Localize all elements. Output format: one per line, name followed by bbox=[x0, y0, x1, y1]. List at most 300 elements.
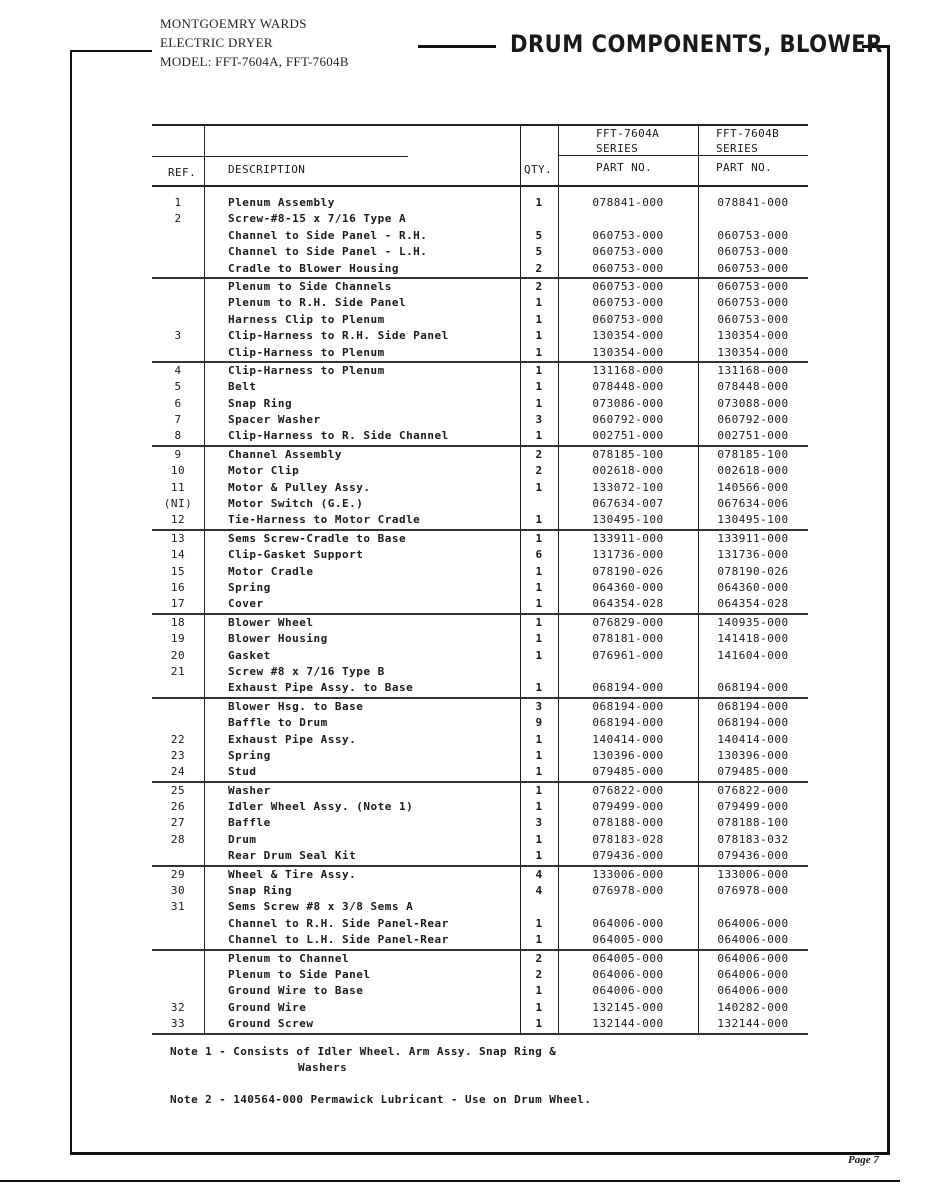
part-no-b-cell: 133911-000 bbox=[717, 531, 789, 545]
document-header bbox=[160, 14, 349, 71]
part-no-b-cell: 140935-000 bbox=[717, 615, 789, 629]
table-row bbox=[152, 244, 808, 260]
table-row bbox=[152, 211, 808, 227]
ref-cell: 14 bbox=[170, 548, 186, 562]
frame-left bbox=[70, 50, 72, 1154]
part-no-a-cell: 064006-000 bbox=[592, 916, 664, 930]
part-no-b-cell: 130495-100 bbox=[717, 513, 789, 527]
description-cell: Channel Assembly bbox=[228, 447, 342, 461]
table-row bbox=[152, 883, 808, 899]
part-no-b-cell: 060753-000 bbox=[717, 245, 789, 259]
part-no-a-cell: 131736-000 bbox=[592, 548, 664, 562]
frame-bottom bbox=[70, 1152, 890, 1155]
part-no-b-cell: 064006-000 bbox=[717, 967, 789, 981]
qty-cell: 1 bbox=[535, 396, 543, 410]
table-row bbox=[152, 463, 808, 479]
header-part-no-a: PART NO. bbox=[596, 161, 653, 174]
part-no-b-cell: 078448-000 bbox=[717, 380, 789, 394]
table-row bbox=[152, 564, 808, 580]
description-cell: Belt bbox=[228, 380, 257, 394]
part-no-a-cell: 002618-000 bbox=[592, 464, 664, 478]
part-no-a-cell: 130354-000 bbox=[592, 329, 664, 343]
table-row bbox=[152, 1016, 808, 1032]
part-no-a-cell: 140414-000 bbox=[592, 732, 664, 746]
qty-cell: 1 bbox=[535, 632, 543, 646]
description-cell: Ground Wire bbox=[228, 1000, 307, 1014]
part-no-a-cell: 064005-000 bbox=[592, 951, 664, 965]
note-1-continued: Washers bbox=[298, 1061, 348, 1074]
table-row bbox=[152, 596, 808, 612]
part-no-a-cell: 079436-000 bbox=[592, 849, 664, 863]
part-no-a-cell: 064354-028 bbox=[592, 597, 664, 611]
qty-cell: 1 bbox=[535, 531, 543, 545]
table-row bbox=[152, 261, 808, 277]
description-cell: Motor Cradle bbox=[228, 564, 314, 578]
description-cell: Gasket bbox=[228, 648, 271, 662]
qty-cell: 1 bbox=[535, 480, 543, 494]
part-no-a-cell: 133911-000 bbox=[592, 531, 664, 545]
table-row bbox=[152, 580, 808, 596]
qty-cell: 1 bbox=[535, 783, 543, 797]
table-row bbox=[152, 983, 808, 999]
ref-cell: 31 bbox=[170, 900, 186, 914]
description-cell: Plenum to Side Panel bbox=[228, 967, 371, 981]
qty-cell: 4 bbox=[535, 884, 543, 898]
qty-cell: 3 bbox=[535, 816, 543, 830]
ref-cell: 12 bbox=[170, 513, 186, 527]
ref-cell: 1 bbox=[174, 196, 182, 209]
description-cell: Clip-Gasket Support bbox=[228, 548, 364, 562]
ref-cell: 17 bbox=[170, 597, 186, 611]
table-row bbox=[152, 648, 808, 664]
ref-cell: 28 bbox=[170, 832, 186, 846]
part-no-b-cell: 140282-000 bbox=[717, 1000, 789, 1014]
description-cell: Plenum to R.H. Side Panel bbox=[228, 296, 407, 310]
qty-cell: 1 bbox=[535, 615, 543, 629]
title-dash-left bbox=[418, 45, 496, 48]
part-no-a-cell: 079499-000 bbox=[592, 800, 664, 814]
table-row bbox=[152, 899, 808, 915]
part-no-a-cell: 068194-000 bbox=[592, 681, 664, 695]
description-cell: Spring bbox=[228, 580, 271, 594]
description-cell: Snap Ring bbox=[228, 396, 293, 410]
part-no-a-cell: 060753-000 bbox=[592, 228, 664, 242]
qty-cell: 1 bbox=[535, 580, 543, 594]
ref-cell: 16 bbox=[170, 580, 186, 594]
part-no-a-cell: 131168-000 bbox=[592, 363, 664, 377]
table-row bbox=[152, 345, 808, 361]
part-no-b-cell: 079436-000 bbox=[717, 849, 789, 863]
ref-cell: 15 bbox=[170, 564, 186, 578]
qty-cell: 1 bbox=[535, 748, 543, 762]
part-no-a-cell: 078190-026 bbox=[592, 564, 664, 578]
qty-cell: 4 bbox=[535, 867, 543, 881]
header-series-b-label: SERIES bbox=[716, 142, 759, 155]
column-divider bbox=[204, 187, 205, 1035]
description-cell: Exhaust Pipe Assy. bbox=[228, 732, 357, 746]
table-row bbox=[152, 312, 808, 328]
ref-cell: 23 bbox=[170, 748, 186, 762]
ref-cell: 9 bbox=[174, 447, 182, 461]
ref-cell: 29 bbox=[170, 867, 186, 881]
frame-top-left bbox=[70, 50, 152, 52]
part-no-a-cell: 132145-000 bbox=[592, 1000, 664, 1014]
ref-cell: 30 bbox=[170, 884, 186, 898]
part-no-a-cell: 078448-000 bbox=[592, 380, 664, 394]
row-group bbox=[152, 951, 808, 1035]
qty-cell: 3 bbox=[535, 699, 543, 713]
part-no-a-cell: 078185-100 bbox=[592, 447, 664, 461]
table-row bbox=[152, 512, 808, 528]
part-no-b-cell: 130354-000 bbox=[717, 345, 789, 359]
notes bbox=[170, 1044, 591, 1108]
qty-cell: 1 bbox=[535, 849, 543, 863]
part-no-b-cell: 064354-028 bbox=[717, 597, 789, 611]
description-cell: Ground Wire to Base bbox=[228, 984, 364, 998]
part-no-b-cell: 078183-032 bbox=[717, 832, 789, 846]
table-row bbox=[152, 867, 808, 883]
part-no-a-cell: 078181-000 bbox=[592, 632, 664, 646]
description-cell: Baffle to Drum bbox=[228, 716, 328, 730]
part-no-b-cell: 131168-000 bbox=[717, 363, 789, 377]
ref-cell: 24 bbox=[170, 765, 186, 779]
part-no-b-cell: 141418-000 bbox=[717, 632, 789, 646]
part-no-b-cell: 060753-000 bbox=[717, 279, 789, 293]
ref-cell: 19 bbox=[170, 632, 186, 646]
part-no-b-cell: 131736-000 bbox=[717, 548, 789, 562]
part-no-a-cell: 076978-000 bbox=[592, 884, 664, 898]
part-no-b-cell: 078190-026 bbox=[717, 564, 789, 578]
qty-cell: 1 bbox=[535, 648, 543, 662]
description-cell: Cradle to Blower Housing bbox=[228, 261, 399, 275]
part-no-b-cell: 060753-000 bbox=[717, 296, 789, 310]
ref-cell: 13 bbox=[170, 531, 186, 545]
qty-cell: 1 bbox=[535, 564, 543, 578]
table-row bbox=[152, 496, 808, 512]
description-cell: Ground Screw bbox=[228, 1017, 314, 1031]
row-group bbox=[152, 783, 808, 867]
qty-cell: 1 bbox=[535, 916, 543, 930]
description-cell: Channel to R.H. Side Panel-Rear bbox=[228, 916, 449, 930]
qty-cell: 1 bbox=[535, 1000, 543, 1014]
ref-cell: 21 bbox=[170, 664, 186, 678]
part-no-a-cell: 002751-000 bbox=[592, 429, 664, 443]
ref-cell: (NI) bbox=[163, 497, 193, 511]
description-cell: Motor Switch (G.E.) bbox=[228, 497, 364, 511]
header-series-a-label: SERIES bbox=[596, 142, 639, 155]
part-no-b-cell: 002618-000 bbox=[717, 464, 789, 478]
ref-cell: 6 bbox=[174, 396, 182, 410]
table-row bbox=[152, 447, 808, 463]
part-no-b-cell: 060753-000 bbox=[717, 312, 789, 326]
row-group bbox=[152, 279, 808, 363]
part-no-a-cell: 060753-000 bbox=[592, 261, 664, 275]
part-no-a-cell: 073086-000 bbox=[592, 396, 664, 410]
frame-right bbox=[887, 45, 890, 1155]
part-no-a-cell: 060753-000 bbox=[592, 296, 664, 310]
header-product: ELECTRIC DRYER bbox=[160, 35, 273, 50]
part-no-b-cell: 064360-000 bbox=[717, 580, 789, 594]
ref-cell: 22 bbox=[170, 732, 186, 746]
header-series-a: FFT-7604A bbox=[596, 127, 660, 140]
note-2: Note 2 - 140564-000 Permawick Lubricant - Use on Drum Wheel. bbox=[170, 1093, 592, 1106]
table-row bbox=[152, 732, 808, 748]
table-header bbox=[152, 124, 808, 187]
description-cell: Wheel & Tire Assy. bbox=[228, 867, 357, 881]
ref-cell: 5 bbox=[174, 380, 182, 394]
description-cell: Plenum Assembly bbox=[228, 196, 335, 209]
ref-cell: 10 bbox=[170, 464, 186, 478]
ref-cell: 4 bbox=[174, 363, 182, 377]
qty-cell: 2 bbox=[535, 967, 543, 981]
part-no-b-cell: 130354-000 bbox=[717, 329, 789, 343]
part-no-b-cell: 076978-000 bbox=[717, 884, 789, 898]
description-cell: Clip-Harness to Plenum bbox=[228, 363, 385, 377]
table-row bbox=[152, 328, 808, 344]
table-row bbox=[152, 932, 808, 948]
part-no-a-cell: 130354-000 bbox=[592, 345, 664, 359]
description-cell: Spacer Washer bbox=[228, 413, 321, 427]
table-row bbox=[152, 664, 808, 680]
part-no-b-cell: 076822-000 bbox=[717, 783, 789, 797]
qty-cell: 3 bbox=[535, 413, 543, 427]
table-row bbox=[152, 295, 808, 311]
table-row bbox=[152, 363, 808, 379]
qty-cell: 1 bbox=[535, 832, 543, 846]
part-no-b-cell: 068194-000 bbox=[717, 699, 789, 713]
part-no-a-cell: 079485-000 bbox=[592, 765, 664, 779]
part-no-b-cell: 068194-000 bbox=[717, 681, 789, 695]
ref-cell: 32 bbox=[170, 1000, 186, 1014]
qty-cell: 1 bbox=[535, 363, 543, 377]
description-cell: Channel to Side Panel - R.H. bbox=[228, 228, 428, 242]
qty-cell: 2 bbox=[535, 279, 543, 293]
table-row bbox=[152, 615, 808, 631]
table-row bbox=[152, 531, 808, 547]
description-cell: Clip-Harness to R.H. Side Panel bbox=[228, 329, 449, 343]
table-row bbox=[152, 848, 808, 864]
table-row bbox=[152, 783, 808, 799]
row-group bbox=[152, 447, 808, 531]
qty-cell: 1 bbox=[535, 933, 543, 947]
qty-cell: 2 bbox=[535, 447, 543, 461]
qty-cell: 9 bbox=[535, 716, 543, 730]
part-no-b-cell: 140566-000 bbox=[717, 480, 789, 494]
qty-cell: 6 bbox=[535, 548, 543, 562]
description-cell: Snap Ring bbox=[228, 884, 293, 898]
header-description: DESCRIPTION bbox=[228, 163, 306, 176]
row-group bbox=[152, 531, 808, 615]
description-cell: Baffle bbox=[228, 816, 271, 830]
table-row bbox=[152, 916, 808, 932]
table-row bbox=[152, 967, 808, 983]
part-no-b-cell: 078841-000 bbox=[717, 196, 789, 209]
part-no-b-cell: 060753-000 bbox=[717, 228, 789, 242]
table-row bbox=[152, 699, 808, 715]
part-no-b-cell: 141604-000 bbox=[717, 648, 789, 662]
ref-cell: 25 bbox=[170, 783, 186, 797]
table-row bbox=[152, 715, 808, 731]
qty-cell: 1 bbox=[535, 984, 543, 998]
part-no-a-cell: 064005-000 bbox=[592, 933, 664, 947]
qty-cell: 5 bbox=[535, 245, 543, 259]
part-no-a-cell: 133072-100 bbox=[592, 480, 664, 494]
qty-cell: 5 bbox=[535, 228, 543, 242]
description-cell: Blower Wheel bbox=[228, 615, 314, 629]
part-no-a-cell: 076829-000 bbox=[592, 615, 664, 629]
description-cell: Sems Screw-Cradle to Base bbox=[228, 531, 407, 545]
part-no-a-cell: 130396-000 bbox=[592, 748, 664, 762]
header-series-b: FFT-7604B bbox=[716, 127, 780, 140]
part-no-a-cell: 068194-000 bbox=[592, 699, 664, 713]
description-cell: Spring bbox=[228, 748, 271, 762]
page-bottom-rule bbox=[0, 1180, 900, 1182]
description-cell: Channel to Side Panel - L.H. bbox=[228, 245, 428, 259]
table-row bbox=[152, 412, 808, 428]
part-no-b-cell: 064006-000 bbox=[717, 933, 789, 947]
page-title: DRUM COMPONENTS, BLOWER bbox=[510, 30, 883, 58]
qty-cell: 1 bbox=[535, 196, 543, 209]
table-row bbox=[152, 815, 808, 831]
part-no-a-cell: 078188-000 bbox=[592, 816, 664, 830]
description-cell: Screw-#8-15 x 7/16 Type A bbox=[228, 212, 407, 226]
ref-cell: 33 bbox=[170, 1017, 186, 1031]
part-no-b-cell: 132144-000 bbox=[717, 1017, 789, 1031]
ref-cell: 3 bbox=[174, 329, 182, 343]
description-cell: Blower Hsg. to Base bbox=[228, 699, 364, 713]
description-cell: Sems Screw #8 x 3/8 Sems A bbox=[228, 900, 414, 914]
part-no-a-cell: 060753-000 bbox=[592, 279, 664, 293]
row-group bbox=[152, 867, 808, 951]
ref-cell: 20 bbox=[170, 648, 186, 662]
part-no-b-cell: 133006-000 bbox=[717, 867, 789, 881]
table-row bbox=[152, 195, 808, 211]
part-no-b-cell: 078185-100 bbox=[717, 447, 789, 461]
description-cell: Rear Drum Seal Kit bbox=[228, 849, 357, 863]
description-cell: Clip-Harness to R. Side Channel bbox=[228, 429, 449, 443]
description-cell: Blower Housing bbox=[228, 632, 328, 646]
page-number: Page 7 bbox=[848, 1154, 879, 1166]
part-no-a-cell: 067634-007 bbox=[592, 497, 664, 511]
ref-cell: 27 bbox=[170, 816, 186, 830]
description-cell: Channel to L.H. Side Panel-Rear bbox=[228, 933, 449, 947]
qty-cell: 1 bbox=[535, 597, 543, 611]
description-cell: Exhaust Pipe Assy. to Base bbox=[228, 681, 414, 695]
part-no-b-cell: 068194-000 bbox=[717, 716, 789, 730]
part-no-b-cell: 140414-000 bbox=[717, 732, 789, 746]
description-cell: Clip-Harness to Plenum bbox=[228, 345, 385, 359]
part-no-b-cell: 067634-006 bbox=[717, 497, 789, 511]
part-no-a-cell: 076822-000 bbox=[592, 783, 664, 797]
part-no-b-cell: 060792-000 bbox=[717, 413, 789, 427]
qty-cell: 2 bbox=[535, 464, 543, 478]
description-cell: Drum bbox=[228, 832, 257, 846]
description-cell: Motor & Pulley Assy. bbox=[228, 480, 371, 494]
table-row bbox=[152, 832, 808, 848]
table-body bbox=[152, 187, 808, 1035]
part-no-a-cell: 060753-000 bbox=[592, 312, 664, 326]
header-model: MODEL: FFT-7604A, FFT-7604B bbox=[160, 54, 349, 69]
qty-cell: 2 bbox=[535, 951, 543, 965]
part-no-b-cell: 073088-000 bbox=[717, 396, 789, 410]
table-row bbox=[152, 396, 808, 412]
part-no-b-cell: 064006-000 bbox=[717, 951, 789, 965]
table-row bbox=[152, 951, 808, 967]
ref-cell: 18 bbox=[170, 615, 186, 629]
table-row bbox=[152, 279, 808, 295]
table-row bbox=[152, 547, 808, 563]
description-cell: Harness Clip to Plenum bbox=[228, 312, 385, 326]
column-divider bbox=[520, 187, 521, 1035]
part-no-b-cell: 002751-000 bbox=[717, 429, 789, 443]
header-ref: REF. bbox=[168, 166, 197, 179]
part-no-b-cell: 079485-000 bbox=[717, 765, 789, 779]
row-group bbox=[152, 363, 808, 447]
qty-cell: 1 bbox=[535, 380, 543, 394]
ref-cell: 8 bbox=[174, 429, 182, 443]
qty-cell: 1 bbox=[535, 765, 543, 779]
part-no-b-cell: 064006-000 bbox=[717, 916, 789, 930]
part-no-a-cell: 064360-000 bbox=[592, 580, 664, 594]
description-cell: Washer bbox=[228, 783, 271, 797]
table-row bbox=[152, 480, 808, 496]
column-divider bbox=[698, 187, 699, 1035]
table-row bbox=[152, 631, 808, 647]
ref-cell: 2 bbox=[174, 212, 182, 226]
header-brand: MONTGOEMRY WARDS bbox=[160, 16, 307, 31]
qty-cell: 1 bbox=[535, 312, 543, 326]
part-no-a-cell: 076961-000 bbox=[592, 648, 664, 662]
row-group bbox=[152, 615, 808, 699]
part-no-b-cell: 060753-000 bbox=[717, 261, 789, 275]
description-cell: Idler Wheel Assy. (Note 1) bbox=[228, 800, 414, 814]
description-cell: Motor Clip bbox=[228, 464, 300, 478]
part-no-a-cell: 068194-000 bbox=[592, 716, 664, 730]
column-divider bbox=[558, 187, 559, 1035]
part-no-a-cell: 064006-000 bbox=[592, 967, 664, 981]
part-no-a-cell: 078841-000 bbox=[592, 196, 664, 209]
header-part-no-b: PART NO. bbox=[716, 161, 773, 174]
table-row bbox=[152, 764, 808, 780]
header-qty: QTY. bbox=[524, 163, 553, 176]
part-no-b-cell: 079499-000 bbox=[717, 800, 789, 814]
table-row bbox=[152, 379, 808, 395]
qty-cell: 2 bbox=[535, 261, 543, 275]
part-no-a-cell: 133006-000 bbox=[592, 867, 664, 881]
ref-cell: 7 bbox=[174, 413, 182, 427]
part-no-b-cell: 064006-000 bbox=[717, 984, 789, 998]
part-no-a-cell: 060753-000 bbox=[592, 245, 664, 259]
description-cell: Cover bbox=[228, 597, 264, 611]
table-row bbox=[152, 748, 808, 764]
qty-cell: 1 bbox=[535, 732, 543, 746]
table-row bbox=[152, 228, 808, 244]
description-cell: Plenum to Side Channels bbox=[228, 279, 392, 293]
qty-cell: 1 bbox=[535, 345, 543, 359]
table-row bbox=[152, 428, 808, 444]
description-cell: Plenum to Channel bbox=[228, 951, 350, 965]
description-cell: Tie-Harness to Motor Cradle bbox=[228, 513, 421, 527]
qty-cell: 1 bbox=[535, 296, 543, 310]
qty-cell: 1 bbox=[535, 681, 543, 695]
parts-table bbox=[152, 124, 808, 1035]
qty-cell: 1 bbox=[535, 1017, 543, 1031]
table-row bbox=[152, 680, 808, 696]
part-no-a-cell: 060792-000 bbox=[592, 413, 664, 427]
table-row bbox=[152, 799, 808, 815]
ref-cell: 11 bbox=[170, 480, 186, 494]
ref-cell: 26 bbox=[170, 800, 186, 814]
